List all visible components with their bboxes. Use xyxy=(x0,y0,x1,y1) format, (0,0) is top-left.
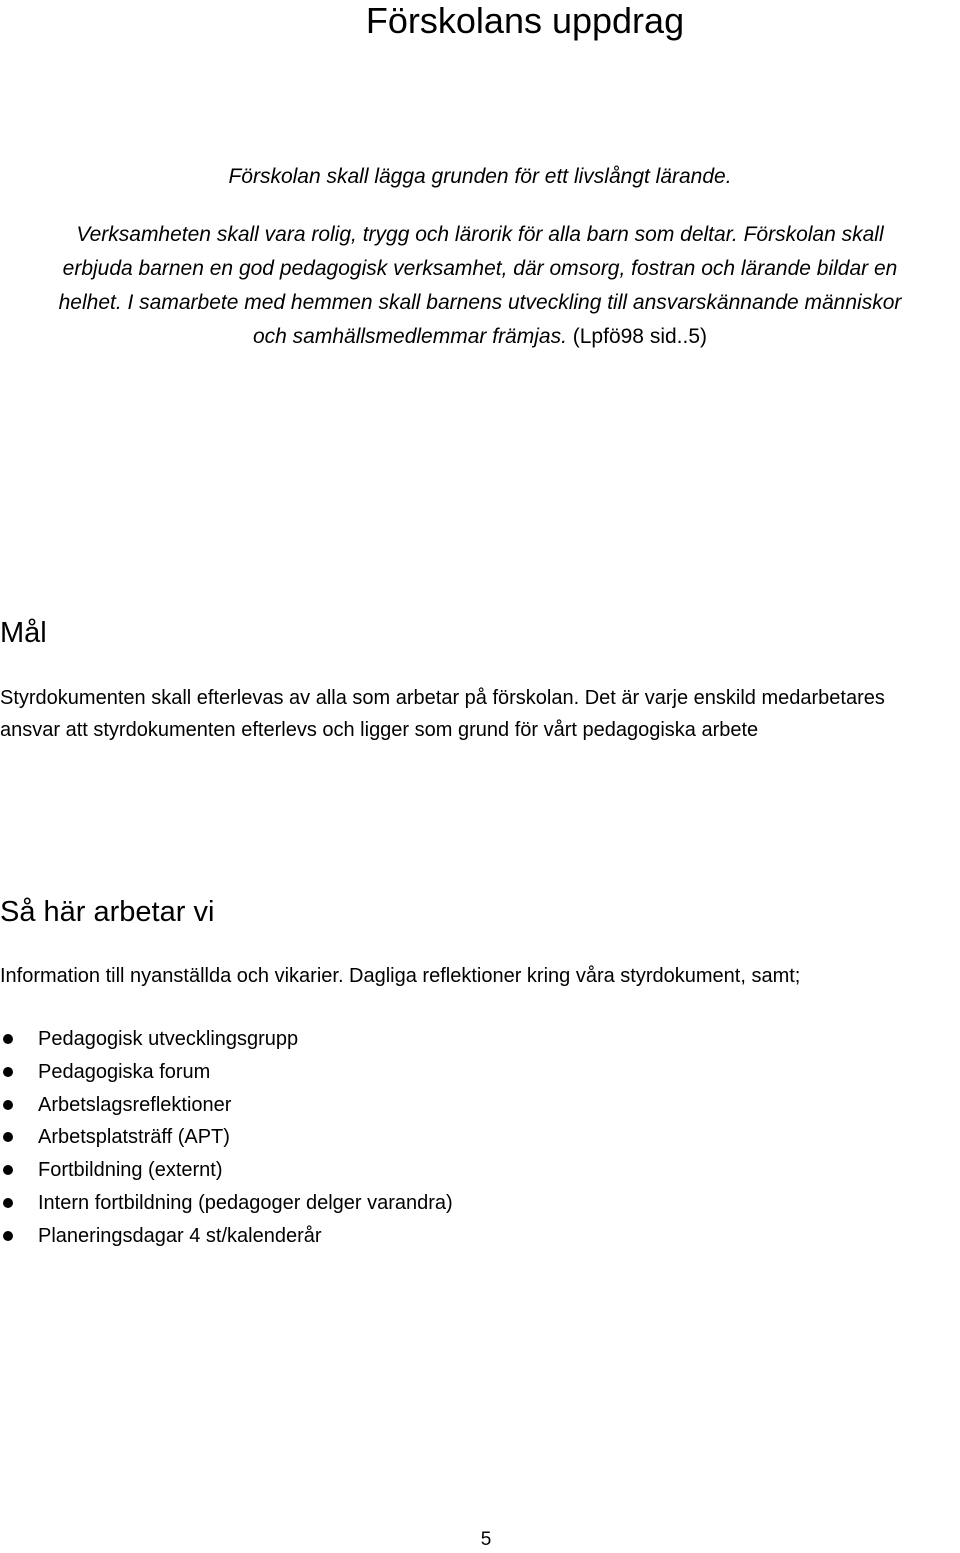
page-title: Förskolans uppdrag xyxy=(365,0,685,41)
quote-line: och samhällsmedlemmar främjas. xyxy=(252,325,567,348)
bullet-icon xyxy=(3,1067,13,1077)
quote-body xyxy=(0,218,960,354)
section-text-arbetar: Information till nyanställda och vikarier. Dagliga reflektioner kring våra styrdokument, samt; xyxy=(0,965,801,987)
list-item: Arbetslagsreflektioner xyxy=(0,1089,453,1122)
section-heading-arbetar: Så här arbetar vi xyxy=(0,896,215,928)
bullet-icon xyxy=(3,1231,13,1241)
quote-line: helhet. I samarbete med hemmen skall barnens utveckling till ansvarskännande människor xyxy=(58,291,902,314)
quote-line: erbjuda barnen en god pedagogisk verksamhet, där omsorg, fostran och lärande bildar en xyxy=(62,257,898,280)
bullet-list xyxy=(0,1023,453,1253)
quote-reference: (Lpfö98 sid..5) xyxy=(566,325,708,348)
quote-lead: Förskolan skall lägga grunden för ett livslångt lärande. xyxy=(228,165,732,188)
list-item: Arbetsplatsträff (APT) xyxy=(0,1121,453,1154)
section-text-mal: Styrdokumenten skall efterlevas av alla som arbetar på förskolan. Det är varje enskild medarbetares ansvar att styrdokumenten efterlevs och ligger som grund för vårt pedagogiska arbete xyxy=(0,687,885,741)
bullet-icon xyxy=(3,1198,13,1208)
list-item: Planeringsdagar 4 st/kalenderår xyxy=(0,1220,453,1253)
list-item: Pedagogisk utvecklingsgrupp xyxy=(0,1023,453,1056)
section-heading-mal: Mål xyxy=(0,617,47,649)
list-item: Pedagogiska forum xyxy=(0,1056,453,1089)
bullet-icon xyxy=(3,1034,13,1044)
bullet-icon xyxy=(3,1100,13,1110)
bullet-icon xyxy=(3,1165,13,1175)
quote-line: Verksamheten skall vara rolig, trygg och lärorik för alla barn som deltar. Förskolan skall xyxy=(76,223,884,246)
list-item: Fortbildning (externt) xyxy=(0,1154,453,1187)
list-item: Intern fortbildning (pedagoger delger varandra) xyxy=(0,1187,453,1220)
bullet-icon xyxy=(3,1132,13,1142)
page-number: 5 xyxy=(480,1529,492,1550)
